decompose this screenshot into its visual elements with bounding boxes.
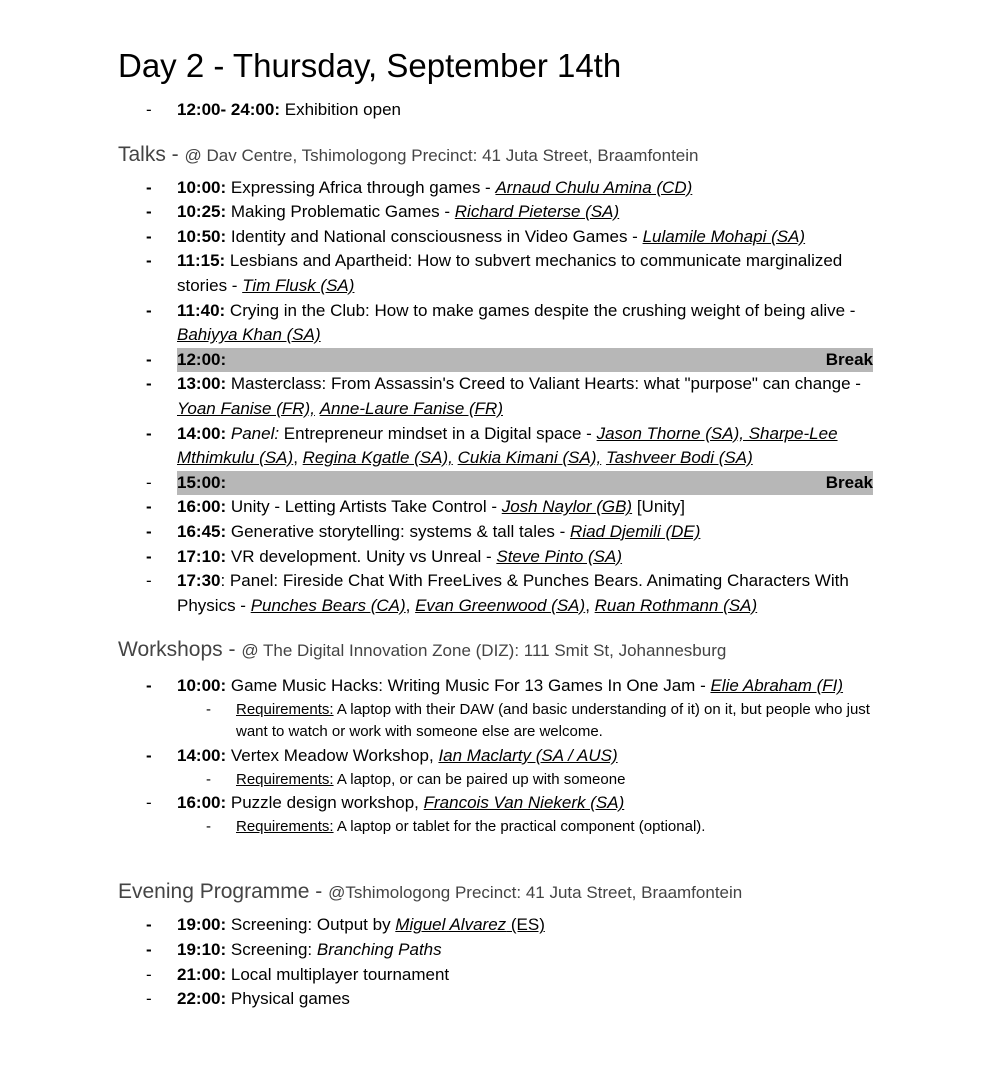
speaker-link[interactable]: Anne-Laure Fanise (FR) [319,398,503,418]
speaker-link[interactable]: Yoan Fanise (FR), [177,398,315,418]
evening-heading: Evening Programme - @Tshimologong Precinct: 41 Juta Street, Braamfontein [118,880,743,904]
requirements-item: - Requirements: A laptop or tablet for the practical component (optional). [206,817,706,835]
list-item: - 13:00: Masterclass: From Assassin's Creed to Valiant Hearts: what "purpose" can change - Yoan Fanise (FR), Anne-Laure Fanise (FR) [146,374,861,418]
speaker-link[interactable]: Elie Abraham (FI) [710,676,844,696]
speaker-link[interactable]: Steve Pinto (SA) [496,546,623,566]
list-item: - 10:00: Expressing Africa through games - Arnaud Chulu Amina (CD) [146,177,693,197]
speaker-link[interactable]: Ruan Rothmann (SA) [594,595,758,615]
list-item: - 14:00: Vertex Meadow Workshop, Ian Maclarty (SA / AUS) [146,746,618,766]
speaker-link[interactable]: Regina Kgatle (SA), [302,448,453,468]
list-item: - 10:50: Identity and National consciousness in Video Games - Lulamile Mohapi (SA) [146,226,806,246]
break-label: Break [825,472,873,492]
screening-title: Branching Paths [316,940,442,960]
talks-location: @ Dav Centre, Tshimologong Precinct: 41 Juta Street, Braamfontein [184,145,699,165]
speaker-link[interactable]: Josh Naylor (GB) [501,497,633,517]
break-row: - 15:00: Break [118,471,878,496]
break-label: Break [825,349,873,369]
speaker-link[interactable]: Cukia Kimani (SA), [457,448,602,468]
speaker-link[interactable]: Tim Flusk (SA) [242,275,355,295]
schedule-page [118,44,878,1012]
requirements-item: - Requirements: A laptop, or can be paired up with someone [206,770,626,788]
speaker-link[interactable]: Jason Thorne (SA), Sharpe-Lee Mthimkulu (SA) [177,423,838,468]
speaker-link[interactable]: Arnaud Chulu Amina (CD) [495,177,693,197]
workshops-heading: Workshops - @ The Digital Innovation Zone (DIZ): 111 Smit St, Johannesburg [118,638,727,662]
list-item: - 16:45: Generative storytelling: systems & tall tales - Riad Djemili (DE) [146,521,701,541]
workshops-list [118,674,878,838]
list-item: - 19:00: Screening: Output by Miguel Alvarez (ES) [146,915,545,935]
speaker-link[interactable]: Lulamile Mohapi (SA) [642,226,806,246]
list-item: - 17:30: Panel: Fireside Chat With FreeLives & Punches Bears. Animating Characters With Physics - Punches Bears (CA), Evan Greenwood (SA), Ruan Rothmann (SA) [146,571,849,615]
talks-list [118,176,878,619]
break-row: - 12:00: Break [118,348,878,373]
speaker-link[interactable]: Punches Bears (CA) [250,595,406,615]
exhibition-list [118,98,878,123]
list-item: - 21:00: Local multiplayer tournament [146,964,450,984]
list-item: - 12:00- 24:00: Exhibition open [146,100,401,119]
speaker-link[interactable]: Miguel Alvarez [395,915,507,935]
requirements-item: - Requirements: A laptop with their DAW (and basic understanding of it) on it, but people who just want to watch or work with someone else are welcome. [206,700,870,741]
workshops-location: @ The Digital Innovation Zone (DIZ): 111 Smit St, Johannesburg [241,641,727,661]
evening-list [118,913,878,1011]
list-item: - 16:00: Unity - Letting Artists Take Control - Josh Naylor (GB) [Unity] [146,497,685,517]
list-item: - 11:15: Lesbians and Apartheid: How to subvert mechanics to communicate marginalized stories - Tim Flusk (SA) [146,251,843,295]
page-title: Day 2 - Thursday, September 14th [118,47,622,84]
speaker-link[interactable]: Riad Djemili (DE) [570,521,701,541]
speaker-link[interactable]: Evan Greenwood (SA) [415,595,586,615]
speaker-link[interactable]: Ian Maclarty (SA / AUS) [438,746,618,766]
speaker-link[interactable]: Francois Van Niekerk (SA) [423,793,625,813]
list-item: - 11:40: Crying in the Club: How to make games despite the crushing weight of being alive - Bahiyya Khan (SA) [146,300,856,345]
list-item: - 22:00: Physical games [146,989,350,1009]
list-item: - 16:00: Puzzle design workshop, Francois Van Niekerk (SA) [146,793,625,813]
speaker-link[interactable]: Richard Pieterse (SA) [454,202,620,222]
list-item: - 10:25: Making Problematic Games - Richard Pieterse (SA) [146,202,620,222]
list-item: - 10:00: Game Music Hacks: Writing Music For 13 Games In One Jam - Elie Abraham (FI) [146,676,844,696]
evening-location: @Tshimologong Precinct: 41 Juta Street, Braamfontein [328,883,743,903]
talks-heading: Talks - @ Dav Centre, Tshimologong Precinct: 41 Juta Street, Braamfontein [118,142,699,166]
list-item: - 19:10: Screening: Branching Paths [146,940,442,960]
speaker-link[interactable]: Tashveer Bodi (SA) [605,448,753,468]
list-item: - 17:10: VR development. Unity vs Unreal - Steve Pinto (SA) [146,546,623,566]
list-item: - 14:00: Panel: Entrepreneur mindset in a Digital space - Jason Thorne (SA), Sharpe-Lee Mthimkulu (SA), Regina Kgatle (SA), Cukia Kimani (SA), Tashveer Bodi (SA) [146,423,838,468]
speaker-link[interactable]: Bahiyya Khan (SA) [177,325,321,345]
